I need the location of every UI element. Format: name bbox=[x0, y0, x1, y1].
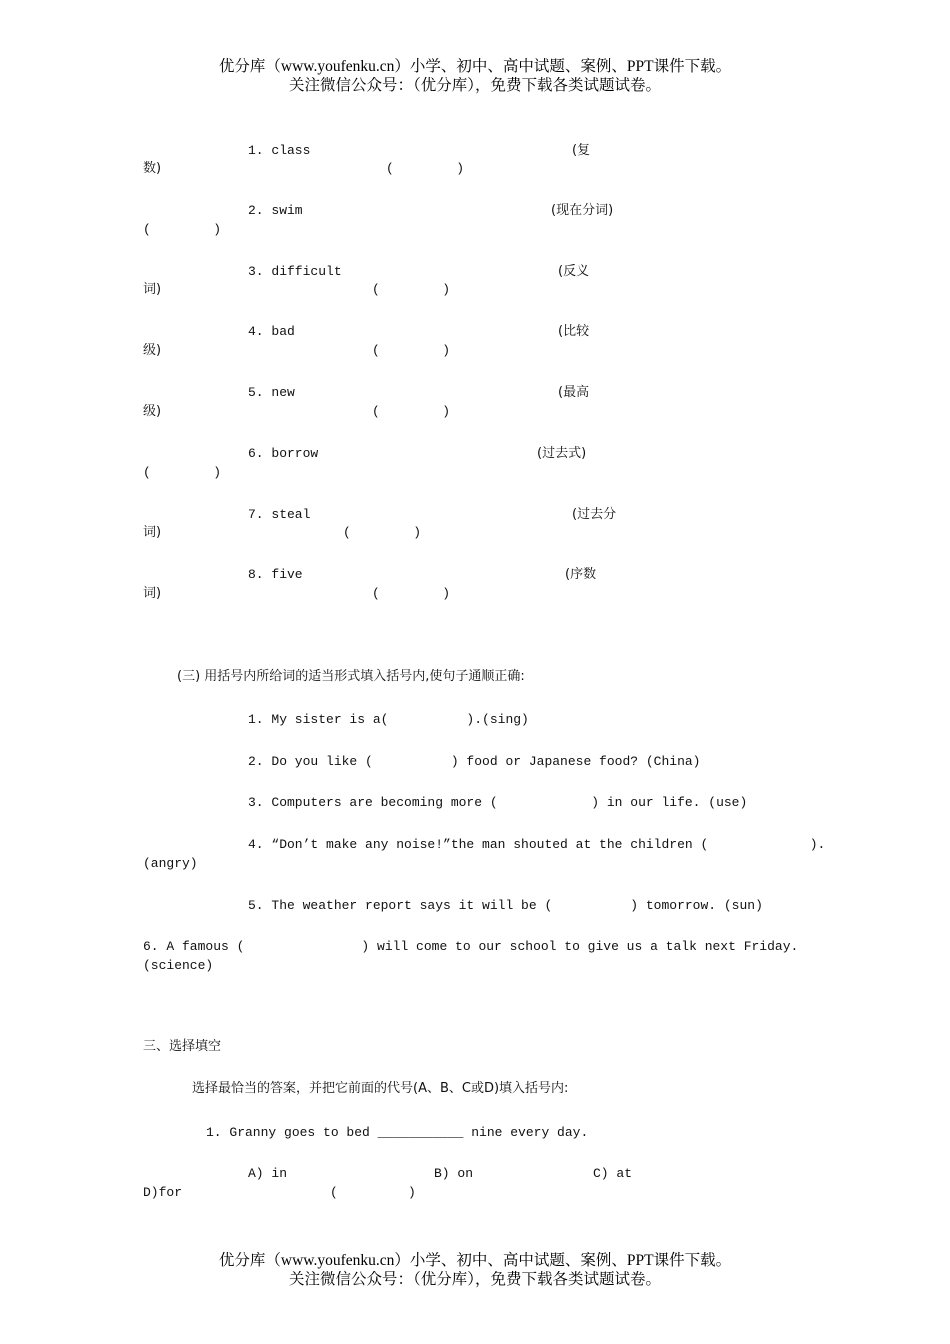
word-hint: (过去分 bbox=[572, 507, 617, 522]
word-item: 6. borrow bbox=[248, 446, 319, 461]
question-6-hint: (science) bbox=[143, 958, 214, 973]
section-title: (三) 用括号内所给词的适当形式填入括号内,使句子通顺正确: bbox=[177, 669, 525, 684]
word-hint: (最高 bbox=[558, 385, 590, 400]
word-item: 3. difficult bbox=[248, 264, 342, 279]
word-hint: (比较 bbox=[558, 324, 590, 339]
question-1: 1. My sister is a( ).(sing) bbox=[248, 712, 529, 727]
answer-blank[interactable]: ( ) bbox=[372, 282, 451, 297]
word-item: 7. steal bbox=[248, 507, 311, 522]
word-item: 1. class bbox=[248, 143, 311, 158]
footer-line-2: 关注微信公众号：（优分库），免费下载各类试题试卷。 bbox=[288, 1271, 661, 1288]
word-item: 5. new bbox=[248, 385, 295, 400]
word-item: 2. swim bbox=[248, 203, 303, 218]
question-3: 3. Computers are becoming more ( ) in our life. (use) bbox=[248, 795, 748, 810]
answer-blank[interactable]: ( ) bbox=[386, 161, 465, 176]
question-6: 6. A famous ( ) will come to our school to give us a talk next Friday. bbox=[143, 939, 799, 954]
page-footer bbox=[0, 1251, 950, 1289]
answer-blank[interactable]: ( ) bbox=[372, 404, 451, 419]
word-item: 8. five bbox=[248, 567, 303, 582]
answer-blank[interactable]: ( ) bbox=[343, 525, 422, 540]
answer-blank[interactable]: ( ) bbox=[143, 222, 222, 237]
word-hint: (现在分词) bbox=[551, 203, 614, 218]
word-hint: (序数 bbox=[565, 567, 597, 582]
choice-question-1: 1. Granny goes to bed ___________ nine every day. bbox=[206, 1125, 589, 1140]
word-hint: (复 bbox=[572, 143, 591, 158]
word-hint-cont: 词) bbox=[143, 282, 162, 297]
question-2: 2. Do you like ( ) food or Japanese food? (China) bbox=[248, 754, 701, 769]
word-hint-cont: 级) bbox=[143, 404, 162, 419]
page-header bbox=[0, 57, 950, 95]
answer-blank[interactable]: ( ) bbox=[143, 465, 222, 480]
option-c[interactable]: C) at bbox=[593, 1166, 633, 1181]
header-line-2: 关注微信公众号：（优分库），免费下载各类试题试卷。 bbox=[288, 77, 661, 94]
footer-line-1: 优分库（www.youfenku.cn）小学、初中、高中试题、案例、PPT课件下载。 bbox=[218, 1252, 732, 1269]
word-item: 4. bad bbox=[248, 324, 295, 339]
option-b[interactable]: B) on bbox=[434, 1166, 474, 1181]
question-4: 4. “Don’t make any noise!”the man shouted at the children ( ). bbox=[248, 837, 826, 852]
word-hint-cont: 词) bbox=[143, 586, 162, 601]
word-hint: (过去式) bbox=[537, 446, 587, 461]
word-hint-cont: 级) bbox=[143, 343, 162, 358]
answer-blank[interactable]: ( ) bbox=[372, 586, 451, 601]
option-d[interactable]: D)for bbox=[143, 1185, 183, 1200]
section-heading: 三、选择填空 bbox=[143, 1039, 222, 1054]
word-hint-cont: 数) bbox=[143, 161, 162, 176]
section-instruction: 选择最恰当的答案，并把它前面的代号(A、B、C或D)填入括号内: bbox=[192, 1081, 569, 1096]
answer-blank[interactable]: ( ) bbox=[330, 1185, 416, 1200]
option-a[interactable]: A) in bbox=[248, 1166, 288, 1181]
answer-blank[interactable]: ( ) bbox=[372, 343, 451, 358]
question-4-hint: (angry) bbox=[143, 856, 198, 871]
word-hint: (反义 bbox=[558, 264, 590, 279]
question-5: 5. The weather report says it will be ( ) tomorrow. (sun) bbox=[248, 898, 763, 913]
header-line-1: 优分库（www.youfenku.cn）小学、初中、高中试题、案例、PPT课件下载。 bbox=[218, 58, 732, 75]
word-hint-cont: 词) bbox=[143, 525, 162, 540]
